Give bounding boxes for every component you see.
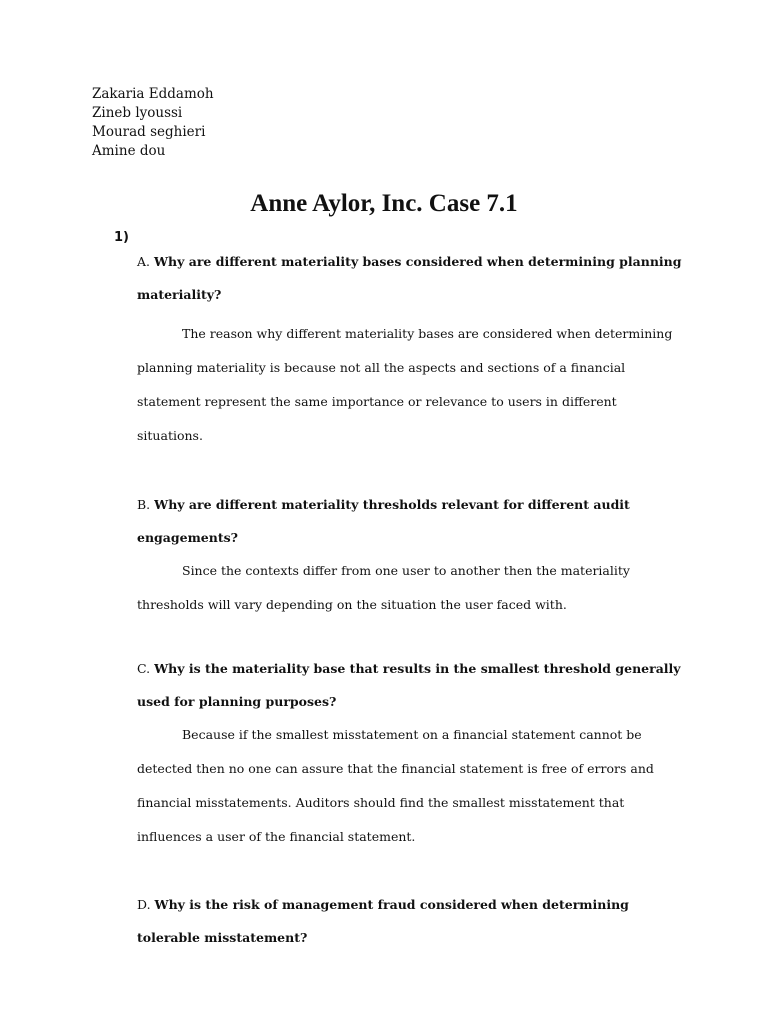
question-letter: C. [137, 661, 151, 676]
question-letter: A. [137, 254, 151, 269]
document-title: Anne Aylor, Inc. Case 7.1 [250, 190, 518, 217]
question-b [137, 488, 685, 554]
question-text: Why is the materiality base that results in the smallest threshold generally used for planning purposes? [137, 661, 681, 709]
section-number: 1) [114, 230, 129, 245]
question-letter: D. [137, 897, 151, 912]
question-c [137, 652, 685, 718]
author-name: Zakaria Eddamoh [92, 86, 214, 102]
author-name: Zineb lyoussi [92, 105, 183, 121]
answer-b: Since the contexts differ from one user to another then the materiality thresholds will vary depending on the situation the user faced with. [137, 563, 630, 612]
question-text: Why are different materiality bases considered when determining planning materiality? [137, 254, 682, 302]
question-a [137, 245, 685, 311]
author-list [92, 85, 214, 161]
question-text: Why are different materiality thresholds relevant for different audit engagements? [137, 497, 630, 545]
answer-a: The reason why different materiality bases are considered when determining planning materiality is because not all the aspects and sections of a financial statement represent the same importance or relevance to users in different situations. [137, 326, 673, 443]
question-letter: B. [137, 497, 151, 512]
answer-c: Because if the smallest misstatement on a financial statement cannot be detected then no one can assure that the financial statement is free of errors and financial misstatements. Auditors should find the smallest misstatement that influences a user of the financial statement. [137, 727, 654, 844]
author-name: Amine dou [92, 143, 166, 159]
author-name: Mourad seghieri [92, 124, 206, 140]
question-d [137, 888, 685, 954]
questions-body [137, 245, 685, 954]
question-text: Why is the risk of management fraud considered when determining tolerable misstatement? [137, 897, 629, 945]
